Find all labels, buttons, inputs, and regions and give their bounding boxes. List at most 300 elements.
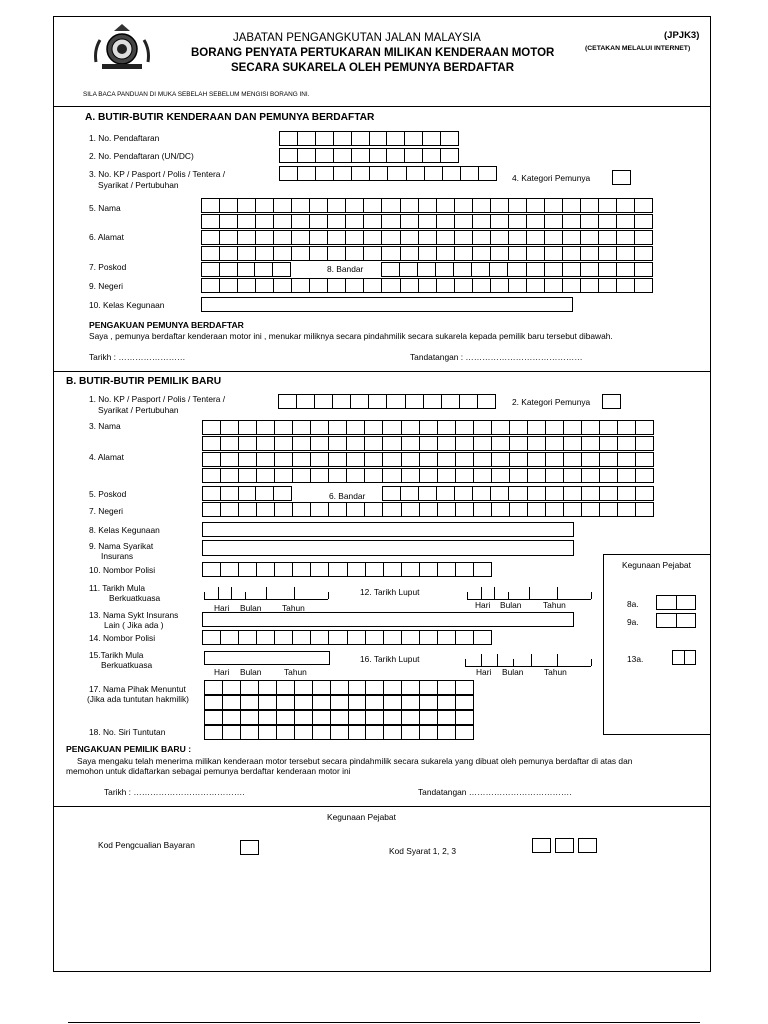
- char-cell[interactable]: [387, 132, 405, 145]
- char-cell[interactable]: [221, 469, 239, 482]
- char-cell[interactable]: [364, 279, 382, 292]
- input-no-siri-tuntutan[interactable]: [204, 725, 474, 740]
- char-cell[interactable]: [382, 215, 400, 228]
- char-cell[interactable]: [348, 563, 366, 576]
- char-cell[interactable]: [238, 263, 256, 276]
- char-cell[interactable]: [298, 149, 316, 162]
- char-cell[interactable]: [581, 279, 599, 292]
- char-cell[interactable]: [545, 199, 563, 212]
- char-cell[interactable]: [298, 167, 316, 180]
- char-cell[interactable]: [510, 421, 528, 434]
- char-cell[interactable]: [292, 215, 310, 228]
- char-cell[interactable]: [365, 437, 383, 450]
- char-cell[interactable]: [311, 453, 329, 466]
- office-9a-input[interactable]: [656, 613, 696, 628]
- char-cell[interactable]: [527, 231, 545, 244]
- char-cell[interactable]: [618, 437, 636, 450]
- char-cell[interactable]: [275, 503, 293, 516]
- input-nama-pihak-menuntut-row3[interactable]: [204, 710, 474, 725]
- char-cell[interactable]: [635, 215, 653, 228]
- char-cell[interactable]: [202, 231, 220, 244]
- char-cell[interactable]: [316, 132, 334, 145]
- char-cell[interactable]: [328, 199, 346, 212]
- char-cell[interactable]: [456, 711, 474, 724]
- char-cell[interactable]: [205, 726, 223, 739]
- char-cell[interactable]: [239, 503, 257, 516]
- char-cell[interactable]: [617, 199, 635, 212]
- input-alamat-b-row2[interactable]: [202, 468, 654, 483]
- char-cell[interactable]: [310, 247, 328, 260]
- char-cell[interactable]: [279, 395, 297, 408]
- char-cell[interactable]: [220, 231, 238, 244]
- char-cell[interactable]: [313, 681, 331, 694]
- input-negeri-b[interactable]: [202, 502, 654, 517]
- char-cell[interactable]: [492, 503, 510, 516]
- char-cell[interactable]: [347, 421, 365, 434]
- char-cell[interactable]: [364, 247, 382, 260]
- input-negeri-a[interactable]: [201, 278, 653, 293]
- input-kategori-pemunya-b[interactable]: [602, 394, 621, 409]
- char-cell[interactable]: [257, 469, 275, 482]
- char-cell[interactable]: [546, 453, 564, 466]
- char-cell[interactable]: [491, 279, 509, 292]
- char-cell[interactable]: [473, 199, 491, 212]
- char-cell[interactable]: [474, 437, 492, 450]
- char-cell[interactable]: [438, 711, 456, 724]
- char-cell[interactable]: [636, 421, 654, 434]
- char-cell[interactable]: [347, 453, 365, 466]
- char-cell[interactable]: [315, 395, 333, 408]
- char-cell[interactable]: [472, 263, 490, 276]
- char-cell[interactable]: [563, 279, 581, 292]
- char-cell[interactable]: [438, 726, 456, 739]
- char-cell[interactable]: [273, 263, 291, 276]
- char-cell[interactable]: [241, 726, 259, 739]
- char-cell[interactable]: [438, 469, 456, 482]
- char-cell[interactable]: [617, 215, 635, 228]
- char-cell[interactable]: [292, 199, 310, 212]
- char-cell[interactable]: [473, 247, 491, 260]
- char-cell[interactable]: [509, 487, 527, 500]
- char-cell[interactable]: [220, 247, 238, 260]
- char-cell[interactable]: [238, 215, 256, 228]
- char-cell[interactable]: [420, 503, 438, 516]
- input-alamat-a-row2[interactable]: [201, 246, 653, 261]
- char-cell[interactable]: [238, 247, 256, 260]
- input-nama-a-row2[interactable]: [201, 214, 653, 229]
- char-cell[interactable]: [563, 215, 581, 228]
- char-cell[interactable]: [274, 487, 292, 500]
- char-cell[interactable]: [221, 487, 239, 500]
- char-cell[interactable]: [293, 421, 311, 434]
- char-cell[interactable]: [351, 395, 369, 408]
- char-cell[interactable]: [455, 231, 473, 244]
- char-cell[interactable]: [310, 215, 328, 228]
- char-cell[interactable]: [239, 437, 257, 450]
- char-cell[interactable]: [474, 469, 492, 482]
- char-cell[interactable]: [510, 453, 528, 466]
- char-cell[interactable]: [635, 279, 653, 292]
- input-nama-a-row1[interactable]: [201, 198, 653, 213]
- office-13a-input[interactable]: [672, 650, 696, 665]
- char-cell[interactable]: [528, 487, 546, 500]
- char-cell[interactable]: [203, 503, 221, 516]
- char-cell[interactable]: [455, 279, 473, 292]
- char-cell[interactable]: [384, 563, 402, 576]
- char-cell[interactable]: [256, 199, 274, 212]
- char-cell[interactable]: [275, 437, 293, 450]
- char-cell[interactable]: [329, 469, 347, 482]
- char-cell[interactable]: [405, 149, 423, 162]
- char-cell[interactable]: [329, 631, 347, 644]
- char-cell[interactable]: [600, 421, 618, 434]
- char-cell[interactable]: [437, 247, 455, 260]
- char-cell[interactable]: [293, 563, 311, 576]
- char-cell[interactable]: [293, 453, 311, 466]
- char-cell[interactable]: [546, 469, 564, 482]
- char-cell[interactable]: [563, 263, 581, 276]
- char-cell[interactable]: [564, 421, 582, 434]
- char-cell[interactable]: [346, 231, 364, 244]
- char-cell[interactable]: [202, 215, 220, 228]
- char-cell[interactable]: [456, 469, 474, 482]
- char-cell[interactable]: [203, 631, 221, 644]
- char-cell[interactable]: [239, 469, 257, 482]
- char-cell[interactable]: [402, 437, 420, 450]
- char-cell[interactable]: [311, 469, 329, 482]
- char-cell[interactable]: [438, 631, 456, 644]
- char-cell[interactable]: [364, 199, 382, 212]
- char-cell[interactable]: [223, 696, 241, 709]
- char-cell[interactable]: [617, 279, 635, 292]
- char-cell[interactable]: [402, 711, 420, 724]
- char-cell[interactable]: [600, 469, 618, 482]
- char-cell[interactable]: [221, 503, 239, 516]
- char-cell[interactable]: [366, 726, 384, 739]
- char-cell[interactable]: [277, 696, 295, 709]
- char-cell[interactable]: [274, 231, 292, 244]
- char-cell[interactable]: [387, 149, 405, 162]
- char-cell[interactable]: [405, 132, 423, 145]
- char-cell[interactable]: [352, 167, 370, 180]
- char-cell[interactable]: [582, 421, 600, 434]
- input-tarikh-mula-1[interactable]: [204, 585, 328, 600]
- char-cell[interactable]: [581, 215, 599, 228]
- input-alamat-a-row1[interactable]: [201, 230, 653, 245]
- char-cell[interactable]: [349, 696, 367, 709]
- char-cell[interactable]: [545, 215, 563, 228]
- char-cell[interactable]: [280, 149, 298, 162]
- char-cell[interactable]: [293, 437, 311, 450]
- input-no-kp-b[interactable]: [278, 394, 496, 409]
- char-cell[interactable]: [636, 487, 654, 500]
- char-cell[interactable]: [564, 453, 582, 466]
- char-cell[interactable]: [384, 726, 402, 739]
- char-cell[interactable]: [257, 563, 275, 576]
- char-cell[interactable]: [366, 563, 384, 576]
- char-cell[interactable]: [333, 395, 351, 408]
- char-cell[interactable]: [474, 563, 492, 576]
- char-cell[interactable]: [346, 247, 364, 260]
- char-cell[interactable]: [528, 503, 546, 516]
- char-cell[interactable]: [203, 437, 221, 450]
- char-cell[interactable]: [509, 279, 527, 292]
- char-cell[interactable]: [419, 487, 437, 500]
- char-cell[interactable]: [382, 199, 400, 212]
- char-cell[interactable]: [202, 279, 220, 292]
- office-8a-input[interactable]: [656, 595, 696, 610]
- char-cell[interactable]: [328, 215, 346, 228]
- char-cell[interactable]: [221, 421, 239, 434]
- char-cell[interactable]: [347, 469, 365, 482]
- char-cell[interactable]: [420, 421, 438, 434]
- char-cell[interactable]: [617, 231, 635, 244]
- char-cell[interactable]: [423, 132, 441, 145]
- char-cell[interactable]: [545, 263, 563, 276]
- char-cell[interactable]: [599, 231, 617, 244]
- char-cell[interactable]: [401, 487, 419, 500]
- char-cell[interactable]: [437, 487, 455, 500]
- char-cell[interactable]: [402, 503, 420, 516]
- char-cell[interactable]: [205, 681, 223, 694]
- char-cell[interactable]: [456, 563, 474, 576]
- char-cell[interactable]: [316, 167, 334, 180]
- char-cell[interactable]: [425, 167, 443, 180]
- input-nama-pihak-menuntut-row1[interactable]: [204, 680, 474, 695]
- char-cell[interactable]: [257, 503, 275, 516]
- char-cell[interactable]: [331, 681, 349, 694]
- char-cell[interactable]: [456, 453, 474, 466]
- char-cell[interactable]: [298, 132, 316, 145]
- char-cell[interactable]: [256, 215, 274, 228]
- char-cell[interactable]: [420, 631, 438, 644]
- char-cell[interactable]: [420, 696, 438, 709]
- char-cell[interactable]: [473, 279, 491, 292]
- char-cell[interactable]: [223, 681, 241, 694]
- char-cell[interactable]: [370, 149, 388, 162]
- char-cell[interactable]: [311, 563, 329, 576]
- char-cell[interactable]: [366, 631, 384, 644]
- char-cell[interactable]: [203, 421, 221, 434]
- char-cell[interactable]: [545, 231, 563, 244]
- char-cell[interactable]: [293, 503, 311, 516]
- char-cell[interactable]: [491, 247, 509, 260]
- char-cell[interactable]: [546, 503, 564, 516]
- char-cell[interactable]: [329, 563, 347, 576]
- char-cell[interactable]: [223, 711, 241, 724]
- char-cell[interactable]: [455, 487, 473, 500]
- char-cell[interactable]: [239, 453, 257, 466]
- input-poskod-b[interactable]: [202, 486, 292, 501]
- char-cell[interactable]: [223, 726, 241, 739]
- char-cell[interactable]: [329, 437, 347, 450]
- char-cell[interactable]: [420, 726, 438, 739]
- char-cell[interactable]: [382, 247, 400, 260]
- input-no-pendaftaran[interactable]: [279, 131, 459, 146]
- input-kategori-pemunya-a[interactable]: [612, 170, 631, 185]
- char-cell[interactable]: [600, 487, 618, 500]
- input-tarikh-luput-1[interactable]: [467, 585, 591, 600]
- char-cell[interactable]: [677, 596, 697, 609]
- char-cell[interactable]: [437, 231, 455, 244]
- char-cell[interactable]: [473, 487, 491, 500]
- char-cell[interactable]: [419, 231, 437, 244]
- char-cell[interactable]: [292, 247, 310, 260]
- char-cell[interactable]: [275, 631, 293, 644]
- char-cell[interactable]: [635, 247, 653, 260]
- char-cell[interactable]: [443, 167, 461, 180]
- input-kelas-kegunaan-a[interactable]: [201, 297, 573, 312]
- char-cell[interactable]: [618, 487, 636, 500]
- char-cell[interactable]: [259, 681, 277, 694]
- char-cell[interactable]: [205, 696, 223, 709]
- char-cell[interactable]: [563, 231, 581, 244]
- char-cell[interactable]: [492, 421, 510, 434]
- char-cell[interactable]: [617, 263, 635, 276]
- char-cell[interactable]: [437, 199, 455, 212]
- char-cell[interactable]: [220, 199, 238, 212]
- char-cell[interactable]: [400, 263, 418, 276]
- char-cell[interactable]: [293, 469, 311, 482]
- char-cell[interactable]: [402, 453, 420, 466]
- char-cell[interactable]: [419, 279, 437, 292]
- char-cell[interactable]: [635, 199, 653, 212]
- char-cell[interactable]: [420, 681, 438, 694]
- input-nama-syarikat-insurans[interactable]: [202, 540, 574, 556]
- char-cell[interactable]: [636, 503, 654, 516]
- char-cell[interactable]: [456, 681, 474, 694]
- char-cell[interactable]: [438, 503, 456, 516]
- char-cell[interactable]: [220, 279, 238, 292]
- char-cell[interactable]: [510, 469, 528, 482]
- char-cell[interactable]: [528, 437, 546, 450]
- char-cell[interactable]: [677, 614, 697, 627]
- char-cell[interactable]: [256, 231, 274, 244]
- char-cell[interactable]: [259, 696, 277, 709]
- char-cell[interactable]: [508, 263, 526, 276]
- char-cell[interactable]: [388, 167, 406, 180]
- char-cell[interactable]: [365, 453, 383, 466]
- char-cell[interactable]: [384, 711, 402, 724]
- char-cell[interactable]: [383, 421, 401, 434]
- char-cell[interactable]: [370, 167, 388, 180]
- char-cell[interactable]: [310, 231, 328, 244]
- char-cell[interactable]: [241, 711, 259, 724]
- char-cell[interactable]: [257, 453, 275, 466]
- char-cell[interactable]: [491, 231, 509, 244]
- char-cell[interactable]: [328, 247, 346, 260]
- char-cell[interactable]: [424, 395, 442, 408]
- char-cell[interactable]: [384, 681, 402, 694]
- char-cell[interactable]: [461, 167, 479, 180]
- char-cell[interactable]: [581, 263, 599, 276]
- char-cell[interactable]: [384, 631, 402, 644]
- char-cell[interactable]: [509, 247, 527, 260]
- char-cell[interactable]: [527, 279, 545, 292]
- char-cell[interactable]: [241, 681, 259, 694]
- char-cell[interactable]: [418, 263, 436, 276]
- char-cell[interactable]: [202, 247, 220, 260]
- char-cell[interactable]: [402, 696, 420, 709]
- char-cell[interactable]: [334, 167, 352, 180]
- char-cell[interactable]: [510, 503, 528, 516]
- char-cell[interactable]: [348, 631, 366, 644]
- char-cell[interactable]: [420, 437, 438, 450]
- char-cell[interactable]: [401, 247, 419, 260]
- char-cell[interactable]: [293, 631, 311, 644]
- char-cell[interactable]: [329, 421, 347, 434]
- char-cell[interactable]: [239, 631, 257, 644]
- char-cell[interactable]: [510, 437, 528, 450]
- char-cell[interactable]: [384, 696, 402, 709]
- char-cell[interactable]: [280, 132, 298, 145]
- char-cell[interactable]: [220, 263, 238, 276]
- char-cell[interactable]: [401, 199, 419, 212]
- char-cell[interactable]: [295, 711, 313, 724]
- char-cell[interactable]: [490, 263, 508, 276]
- char-cell[interactable]: [297, 395, 315, 408]
- char-cell[interactable]: [546, 437, 564, 450]
- char-cell[interactable]: [419, 247, 437, 260]
- input-bandar-a[interactable]: [381, 262, 653, 277]
- char-cell[interactable]: [349, 681, 367, 694]
- char-cell[interactable]: [617, 247, 635, 260]
- char-cell[interactable]: [203, 487, 221, 500]
- char-cell[interactable]: [313, 711, 331, 724]
- char-cell[interactable]: [420, 563, 438, 576]
- char-cell[interactable]: [419, 215, 437, 228]
- char-cell[interactable]: [581, 231, 599, 244]
- char-cell[interactable]: [352, 149, 370, 162]
- char-cell[interactable]: [635, 263, 653, 276]
- char-cell[interactable]: [349, 726, 367, 739]
- char-cell[interactable]: [528, 469, 546, 482]
- char-cell[interactable]: [564, 437, 582, 450]
- char-cell[interactable]: [277, 711, 295, 724]
- char-cell[interactable]: [455, 199, 473, 212]
- char-cell[interactable]: [364, 215, 382, 228]
- char-cell[interactable]: [370, 132, 388, 145]
- char-cell[interactable]: [202, 263, 220, 276]
- char-cell[interactable]: [564, 469, 582, 482]
- char-cell[interactable]: [618, 453, 636, 466]
- char-cell[interactable]: [221, 631, 239, 644]
- char-cell[interactable]: [460, 395, 478, 408]
- char-cell[interactable]: [509, 231, 527, 244]
- input-nombor-polisi-1[interactable]: [202, 562, 492, 577]
- char-cell[interactable]: [474, 631, 492, 644]
- char-cell[interactable]: [382, 279, 400, 292]
- char-cell[interactable]: [274, 279, 292, 292]
- char-cell[interactable]: [311, 503, 329, 516]
- char-cell[interactable]: [203, 453, 221, 466]
- char-cell[interactable]: [402, 631, 420, 644]
- char-cell[interactable]: [329, 503, 347, 516]
- char-cell[interactable]: [369, 395, 387, 408]
- char-cell[interactable]: [491, 487, 509, 500]
- input-tarikh-luput-2[interactable]: [465, 652, 591, 667]
- char-cell[interactable]: [474, 453, 492, 466]
- input-nama-pihak-menuntut-row2[interactable]: [204, 695, 474, 710]
- char-cell[interactable]: [382, 263, 400, 276]
- char-cell[interactable]: [274, 247, 292, 260]
- char-cell[interactable]: [456, 503, 474, 516]
- char-cell[interactable]: [545, 247, 563, 260]
- char-cell[interactable]: [202, 199, 220, 212]
- char-cell[interactable]: [346, 199, 364, 212]
- char-cell[interactable]: [528, 453, 546, 466]
- input-nama-b-row2[interactable]: [202, 436, 654, 451]
